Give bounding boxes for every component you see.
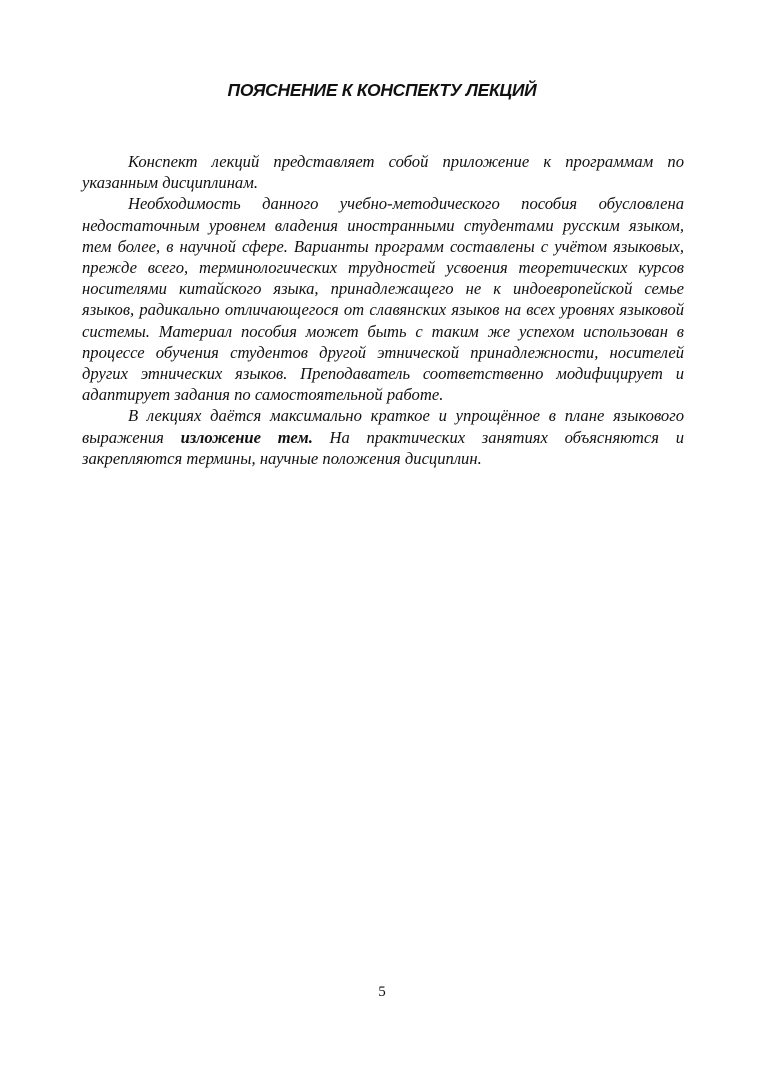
paragraph-2: Необходимость данного учебно-методического пособия обусловлена недостаточным уровнем владения иностранными студентами русским языком, тем более, в научной сфере. Варианты программ составлены с учётом языковых, прежде всего, терминологических трудностей усвоения теоретических курсов носителями китайского языка, принадлежащего не к индоевропейской семье языков, радикально отличающегося от славянских языков на всех уровнях языковой системы. Материал пособия может быть с таким же успехом использован в процессе обучения студентов другой этнической принадлежности, носителей других этнических языков. Преподаватель соответственно модифицирует и адаптирует задания по самостоятельной работе. (82, 194, 684, 405)
paragraph-3 (82, 405, 684, 469)
body-text (82, 151, 684, 469)
page-title: ПОЯСНЕНИЕ К КОНСПЕКТУ ЛЕКЦИЙ (227, 80, 537, 100)
paragraph-3-after: На практических занятиях объясняются и закрепляются термины, научные положения дисциплин. (82, 427, 684, 468)
paragraph-3-before: В лекциях даётся максимально краткое и упрощённое в плане языкового выражения (82, 406, 684, 447)
bold-phrase: изложение тем. (180, 427, 313, 447)
page-number: 5 (378, 984, 386, 1000)
paragraph-1: Конспект лекций представляет собой приложение к программам по указанным дисциплинам. (82, 152, 684, 193)
